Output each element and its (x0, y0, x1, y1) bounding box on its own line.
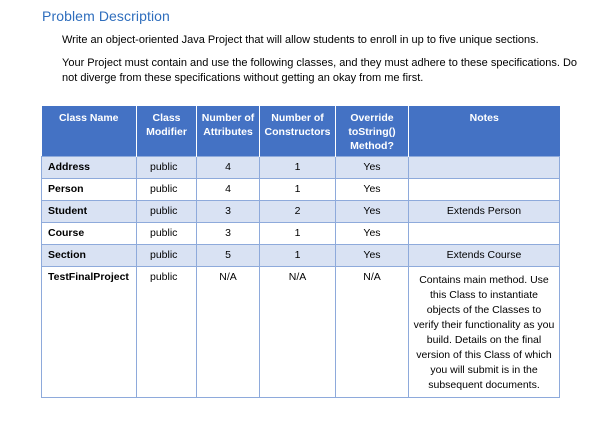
attributes-cell: 3 (197, 223, 260, 245)
header-override-tostring: Override toString() Method? (336, 106, 409, 157)
table-row (42, 179, 560, 201)
notes-cell: Extends Person (409, 201, 560, 223)
class-modifier-cell: public (137, 267, 197, 398)
constructors-cell: 1 (260, 157, 336, 179)
class-name-cell: Student (42, 201, 137, 223)
tostring-cell: Yes (336, 179, 409, 201)
table-row (42, 245, 560, 267)
class-name-cell: TestFinalProject (42, 267, 137, 398)
class-modifier-cell: public (137, 157, 197, 179)
header-notes: Notes (409, 106, 560, 157)
notes-cell (409, 157, 560, 179)
attributes-cell: 3 (197, 201, 260, 223)
intro-paragraph: Write an object-oriented Java Project that will allow students to enroll in up to five unique sections. (62, 34, 539, 46)
header-number-of-constructors: Number of Constructors (260, 106, 336, 157)
table-row (42, 201, 560, 223)
notes-cell (409, 223, 560, 245)
class-name-cell: Address (42, 157, 137, 179)
table-row (42, 157, 560, 179)
class-name-cell: Course (42, 223, 137, 245)
table-row (42, 223, 560, 245)
attributes-cell: 4 (197, 157, 260, 179)
tostring-cell: Yes (336, 201, 409, 223)
constructors-cell: N/A (260, 267, 336, 398)
section-heading: Problem Description (42, 8, 170, 24)
spec-paragraph: Your Project must contain and use the following classes, and they must adhere to these specifications. Do not diverge from these specifications without getting an okay from me first. (62, 57, 578, 84)
table-row (42, 267, 560, 398)
class-name-cell: Person (42, 179, 137, 201)
header-number-of-attributes: Number of Attributes (197, 106, 260, 157)
class-modifier-cell: public (137, 179, 197, 201)
tostring-cell: Yes (336, 245, 409, 267)
class-name-cell: Section (42, 245, 137, 267)
constructors-cell: 1 (260, 223, 336, 245)
tostring-cell: Yes (336, 223, 409, 245)
tostring-cell: Yes (336, 157, 409, 179)
constructors-cell: 1 (260, 179, 336, 201)
attributes-cell: 4 (197, 179, 260, 201)
constructors-cell: 2 (260, 201, 336, 223)
class-spec-table (41, 106, 560, 398)
header-class-name: Class Name (42, 106, 137, 157)
constructors-cell: 1 (260, 245, 336, 267)
class-modifier-cell: public (137, 245, 197, 267)
class-modifier-cell: public (137, 201, 197, 223)
header-class-modifier: Class Modifier (137, 106, 197, 157)
attributes-cell: 5 (197, 245, 260, 267)
notes-cell: Contains main method. Use this Class to instantiate objects of the Classes to verify their functionality as you build. Details on the final version of this Class of which you will submit is in the subsequent documents. (409, 267, 560, 398)
notes-cell: Extends Course (409, 245, 560, 267)
class-modifier-cell: public (137, 223, 197, 245)
tostring-cell: N/A (336, 267, 409, 398)
attributes-cell: N/A (197, 267, 260, 398)
table-header-row (42, 106, 560, 157)
notes-cell (409, 179, 560, 201)
